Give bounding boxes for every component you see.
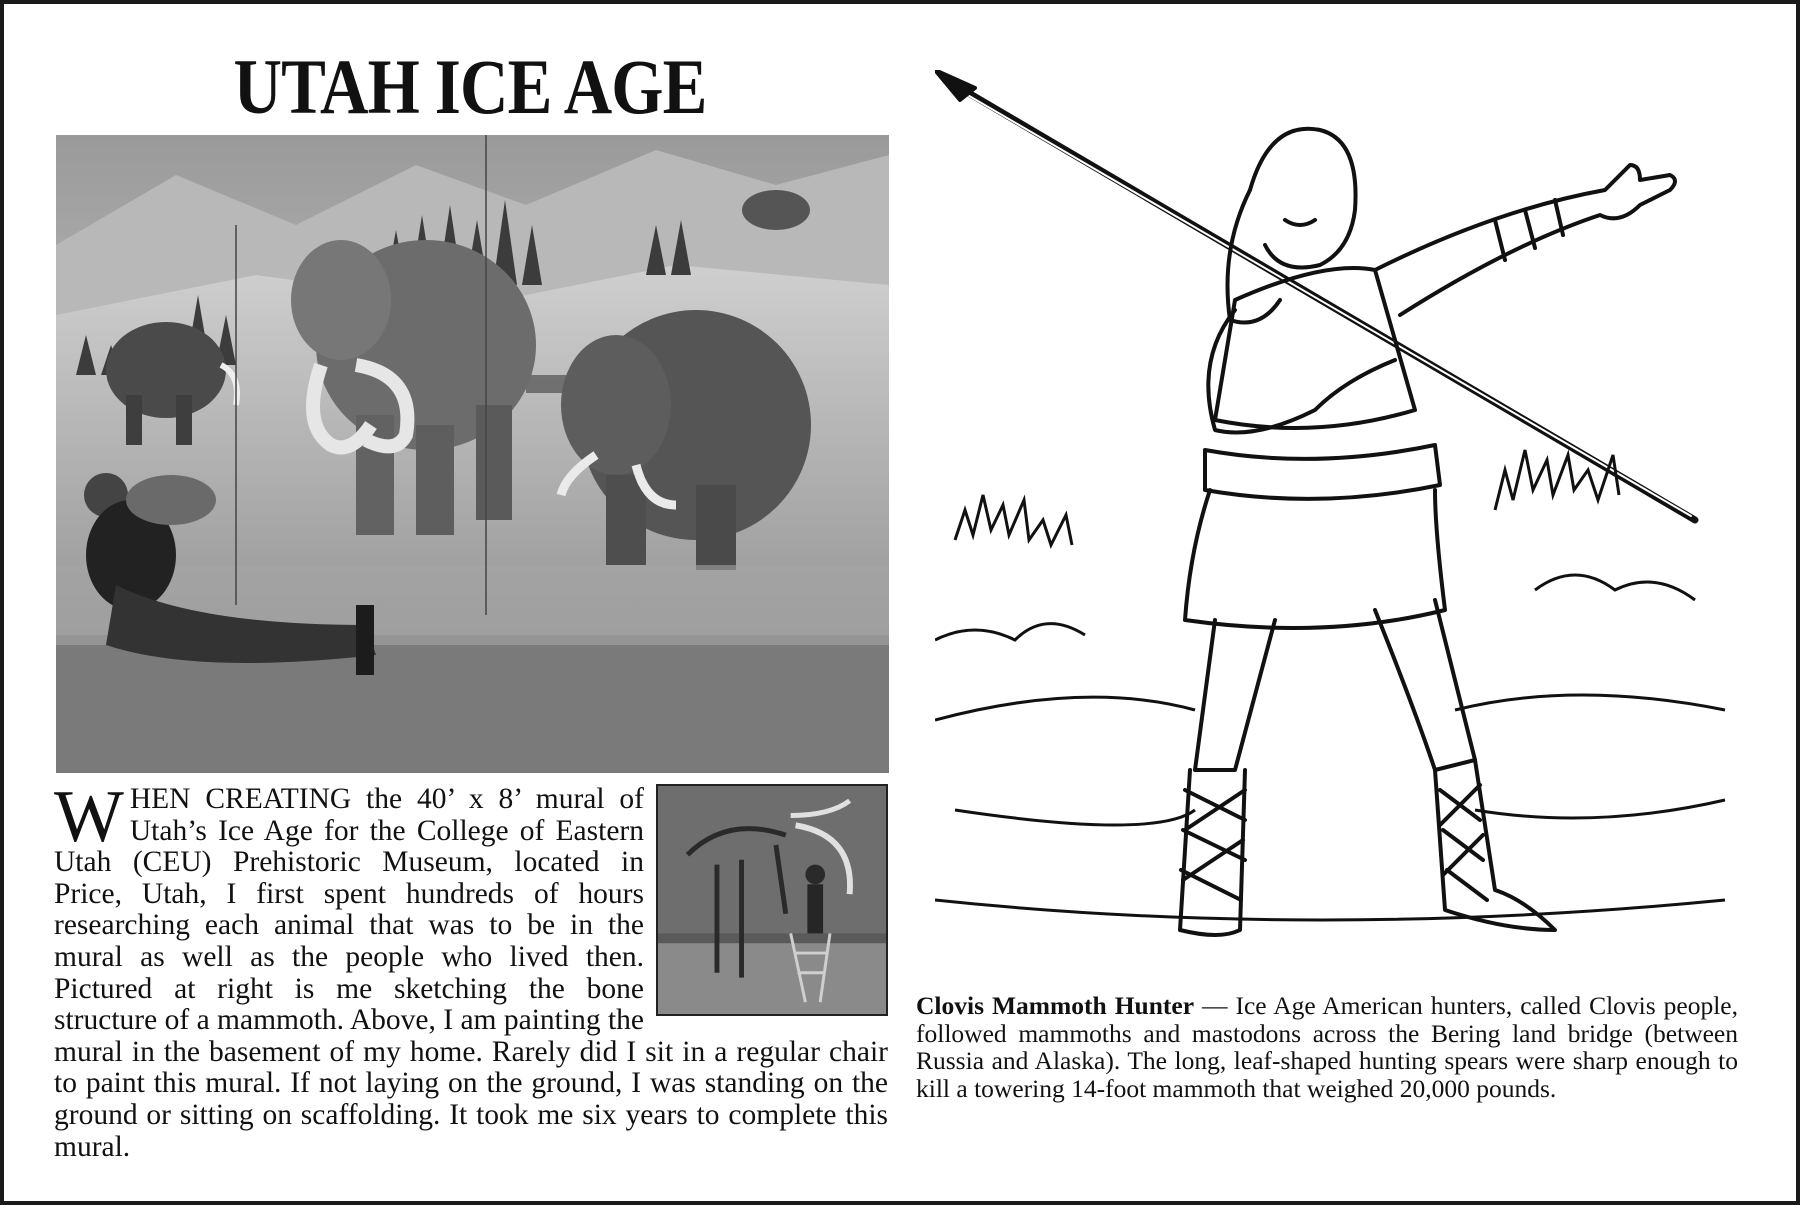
- lead-in: HEN CREATING: [129, 783, 352, 815]
- clovis-hunter-illustration: [935, 70, 1735, 970]
- body-text: the 40’ x 8’ mural of Utah’s Ice Age for the College of Eastern Utah (CEU) Prehistoric Museum, located in Price, Utah, I first spent hundreds of hours researching each animal that was to be in the mural as well as the people who lived then. Pictured at right is me sketching the bone structure of a mammoth. Above, I am painting the mural in the basement of my home. Rarely did I sit in a regular chair to paint this mural. If not laying on the ground, I was standing on the ground or sitting on scaffolding. It took me six years to complete this mural.: [54, 783, 888, 1163]
- skeleton-sketch-photo: [656, 784, 888, 1016]
- caption-heading: Clovis Mammoth Hunter: [916, 991, 1195, 1020]
- article-body: [54, 776, 888, 1163]
- illustration-caption: [916, 992, 1738, 1102]
- caption-text: — Ice Age American hunters, called Clovis people, followed mammoths and mastodons across the Bering land bridge (between Russia and Alaska). The long, leaf-shaped hunting spears were sharp enough to kill a towering 14-foot mammoth that weighed 20,000 pounds.: [916, 991, 1738, 1103]
- mural-photo: [56, 135, 889, 773]
- page-title: UTAH ICE AGE: [233, 43, 707, 130]
- drop-cap: W: [54, 776, 124, 858]
